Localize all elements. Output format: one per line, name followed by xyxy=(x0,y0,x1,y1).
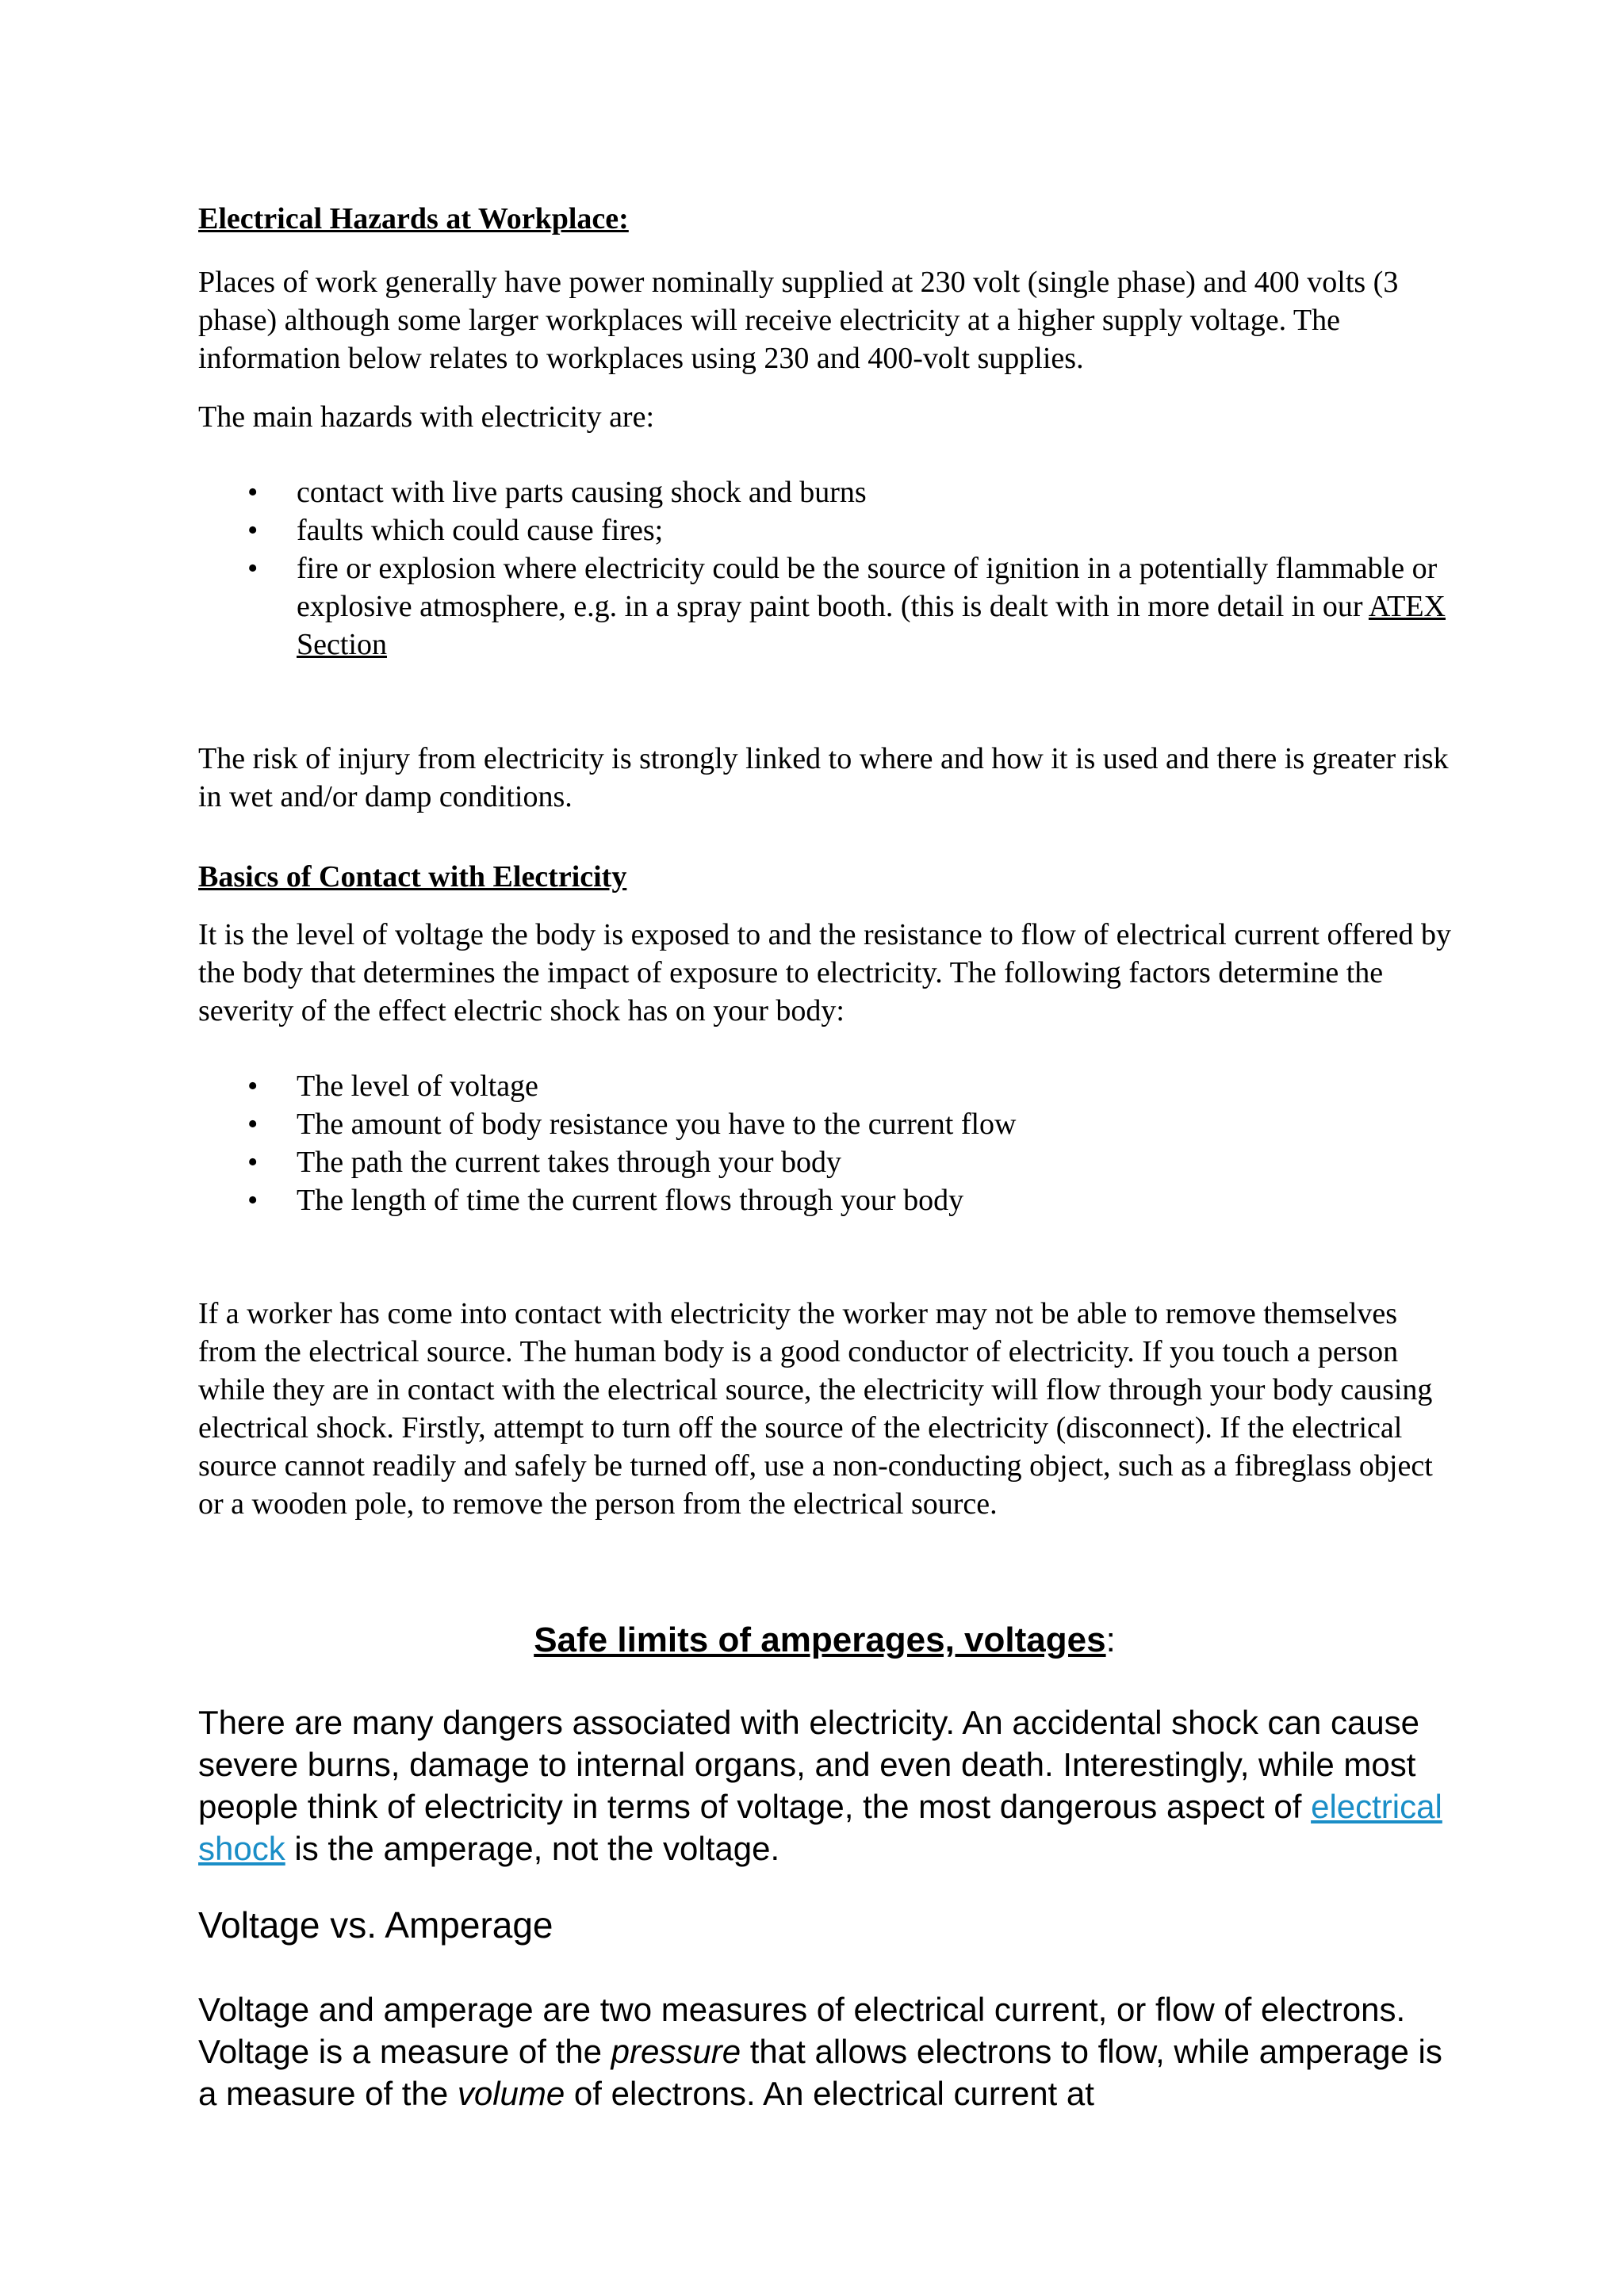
list-item xyxy=(198,549,1451,664)
heading-electrical-hazards: Electrical Hazards at Workplace: xyxy=(198,202,629,235)
list-item-text: fire or explosion where electricity could be the source of ignition in a potentially flammable or explosive atmosphere, e.g. in a spray paint booth. (this is dealt with in more detail in our xyxy=(297,552,1438,623)
paragraph-dangers-text-b: is the amperage, not the voltage. xyxy=(285,1830,780,1867)
list-item-text: The length of time the current flows through your body xyxy=(297,1184,964,1217)
paragraph-power-supply: Places of work generally have power nominally supplied at 230 volt (single phase) and 400 volts (3 phase) although some larger workplaces will receive electricity at a higher supply voltage. The information below relates to workplaces using 230 and 400-volt supplies. xyxy=(198,266,1399,375)
list-severity-factors xyxy=(198,1067,1451,1219)
heading-colon: : xyxy=(1105,1621,1116,1659)
paragraph-va-text-a: Voltage and amperage are two measures of electrical current, or flow of electrons. Voltage is a measure of the xyxy=(198,1991,1406,2070)
list-item-text: faults which could cause fires; xyxy=(297,514,664,547)
emphasis-pressure: pressure xyxy=(611,2033,741,2070)
list-item-text: contact with live parts causing shock and burns xyxy=(297,476,867,509)
emphasis-volume: volume xyxy=(457,2075,565,2112)
heading-safe-limits xyxy=(198,1619,1451,1662)
list-item-text: The amount of body resistance you have to the current flow xyxy=(297,1108,1017,1141)
list-item xyxy=(198,473,1451,511)
heading-basics-of-contact: Basics of Contact with Electricity xyxy=(198,860,627,894)
list-main-hazards xyxy=(198,473,1451,664)
paragraph-dangers xyxy=(198,1701,1451,1869)
list-item xyxy=(198,1181,1451,1219)
paragraph-dangers-text-a: There are many dangers associated with electricity. An accidental shock can cause severe burns, damage to internal organs, and even death. Interestingly, while most people think of electricity in terms of voltage, the most dangerous aspect of xyxy=(198,1704,1420,1825)
paragraph-worker-contact: If a worker has come into contact with electricity the worker may not be able to remove themselves from the electrical source. The human body is a good conductor of electricity. If you touch a person while they are in contact with the electrical source, the electricity will flow through your body causing electrical shock. Firstly, attempt to turn off the source of the electricity (disconnect). If the electrical source cannot readily and safely be turned off, use a non-conducting object, such as a fibreglass object or a wooden pole, to remove the person from the electrical source. xyxy=(198,1297,1433,1521)
paragraph-va-text-b: that allows electrons to flow, while amperage is a measure of the xyxy=(198,2033,1442,2112)
list-item xyxy=(198,511,1451,549)
heading-safe-limits-text: Safe limits of amperages, voltages xyxy=(534,1621,1106,1659)
paragraph-risk-of-injury: The risk of injury from electricity is strongly linked to where and how it is used and there is greater risk in wet and/or damp conditions. xyxy=(198,742,1449,813)
atex-section-link[interactable]: ATEX Section xyxy=(297,590,1446,661)
subheading-voltage-vs-amperage: Voltage vs. Amperage xyxy=(198,1904,553,1946)
list-item xyxy=(198,1105,1451,1143)
list-item xyxy=(198,1067,1451,1105)
list-item-text: The level of voltage xyxy=(297,1070,538,1103)
paragraph-voltage-resistance: It is the level of voltage the body is exposed to and the resistance to flow of electrical current offered by the body that determines the impact of exposure to electricity. The following factors determine the severity of the effect electric shock has on your body: xyxy=(198,918,1451,1027)
paragraph-main-hazards-intro: The main hazards with electricity are: xyxy=(198,400,655,434)
list-item xyxy=(198,1143,1451,1181)
electrical-shock-link[interactable]: electrical shock xyxy=(198,1788,1442,1867)
list-item-text: The path the current takes through your body xyxy=(297,1146,841,1179)
paragraph-va-text-c: of electrons. An electrical current at xyxy=(565,2075,1094,2112)
paragraph-voltage-amperage xyxy=(198,1988,1451,2114)
